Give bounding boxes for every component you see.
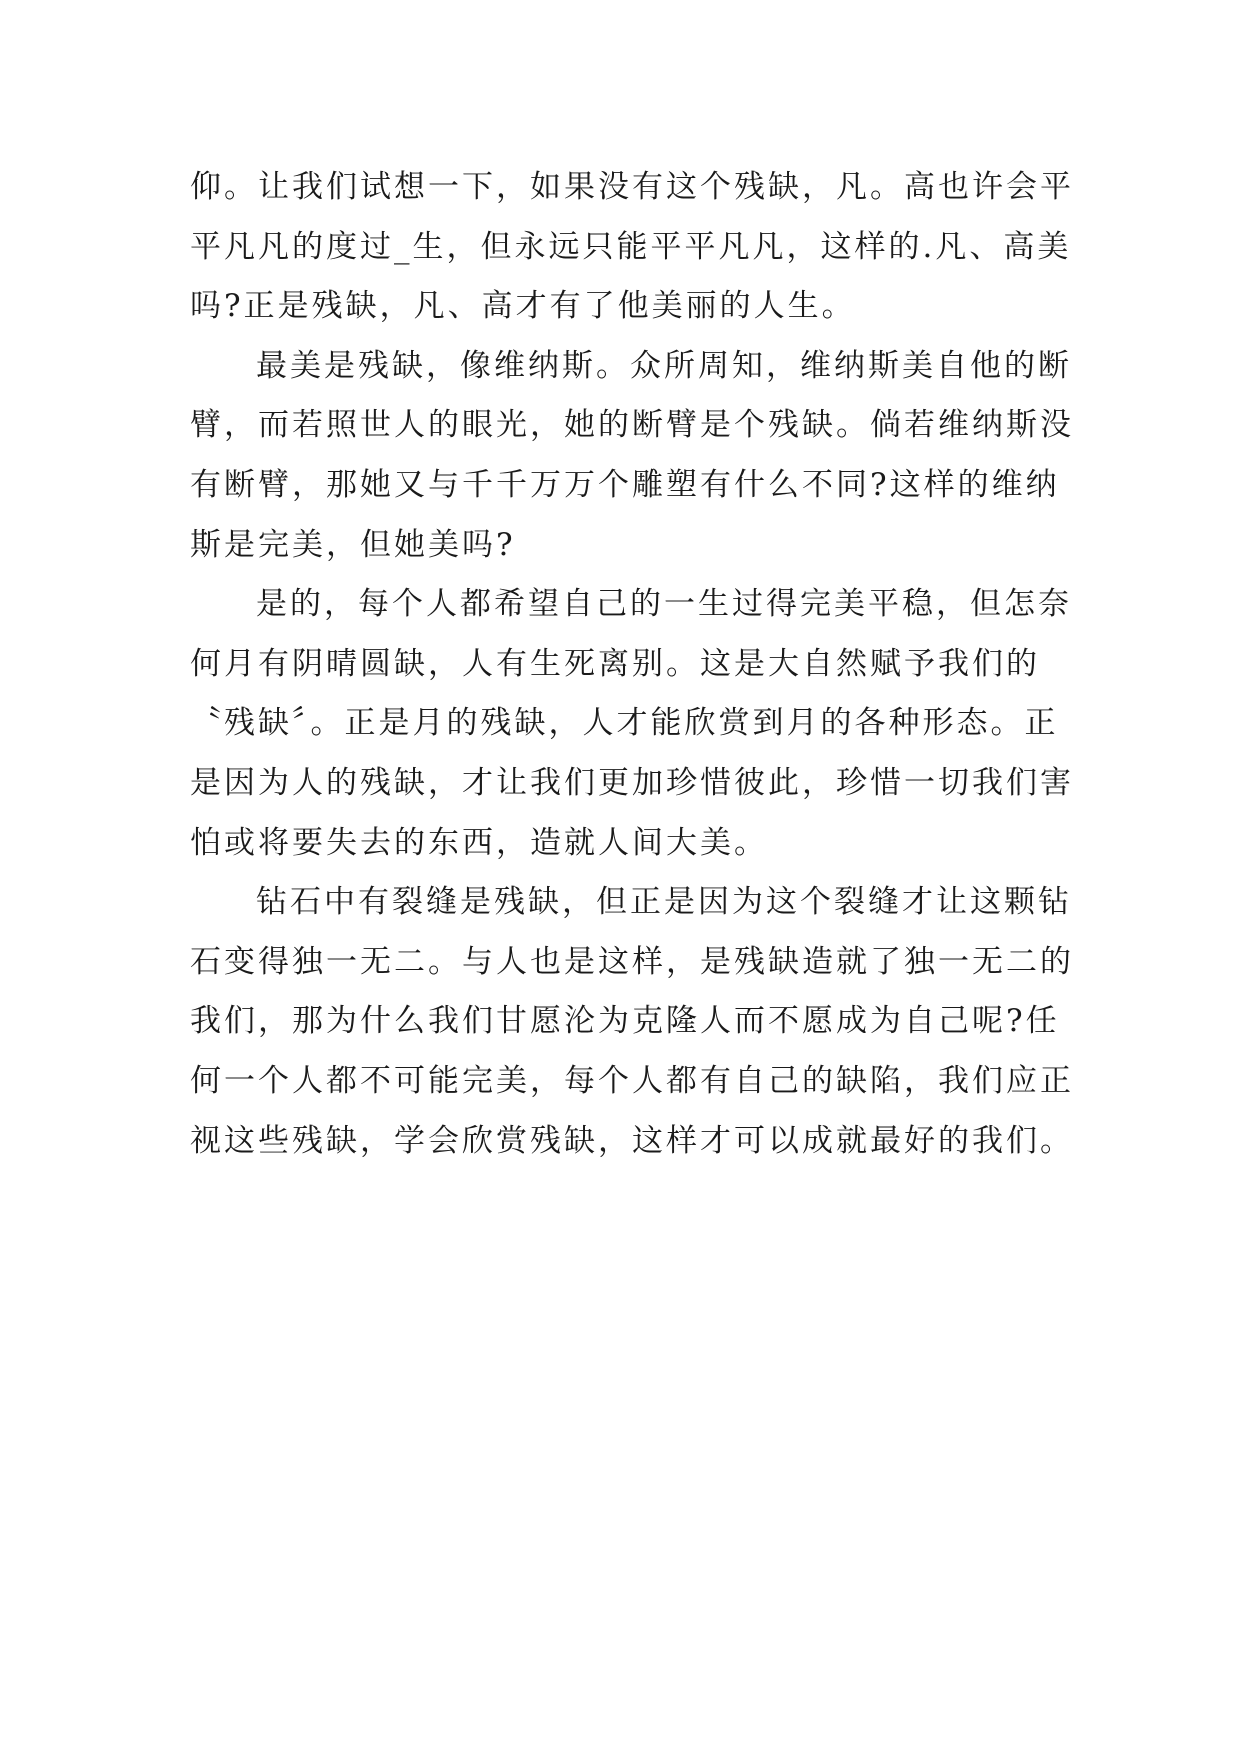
text-line: 仰。让我们试想一下，如果没有这个残缺，凡。高也许会平 (190, 169, 1074, 205)
text-line: 是因为人的残缺，才让我们更加珍惜彼此，珍惜一切我们害 (190, 764, 1074, 801)
text-line: 视这些残缺，学会欣赏残缺，这样才可以成就最好的我们。 (190, 1122, 1074, 1159)
text-line: 钻石中有裂缝是残缺，但正是因为这个裂缝才让这颗钻 (256, 884, 1072, 921)
text-line: 臂，而若照世人的眼光，她的断臂是个残缺。倘若维纳斯没 (190, 407, 1074, 444)
text-line: 斯是完美，但她美吗? (190, 526, 516, 563)
paragraph-2 (190, 337, 1074, 575)
document-body (190, 158, 1074, 1171)
text-line: 我们，那为什么我们甘愿沦为克隆人而不愿成为自己呢?任 (190, 1003, 1060, 1040)
text-line: 怕或将要失去的东西，造就人间大美。 (190, 824, 768, 861)
text-line: 石变得独一无二。与人也是这样，是残缺造就了独一无二的 (190, 943, 1074, 980)
text-line: 最美是残缺，像维纳斯。众所周知，维纳斯美自他的断 (256, 347, 1072, 384)
text-line: 是的，每个人都希望自己的一生过得完美平稳，但怎奈 (256, 586, 1072, 623)
text-line: 有断臂，那她又与千千万万个雕塑有什么不同?这样的维纳 (190, 466, 1060, 503)
text-line: 〝残缺〞。正是月的残缺，人才能欣赏到月的各种形态。正 (190, 705, 1059, 742)
text-line: 何月有阴晴圆缺，人有生死离别。这是大自然赋予我们的 (190, 645, 1040, 682)
paragraph-3 (190, 575, 1074, 873)
text-line: 何一个人都不可能完美，每个人都有自己的缺陷，我们应正 (190, 1062, 1074, 1099)
paragraph-4 (190, 873, 1074, 1171)
text-line: 平凡凡的度过_生，但永远只能平平凡凡，这样的.凡、高美 (190, 228, 1072, 265)
paragraph-1 (190, 158, 1074, 337)
text-line: 吗?正是残缺，凡、高才有了他美丽的人生。 (190, 288, 856, 325)
